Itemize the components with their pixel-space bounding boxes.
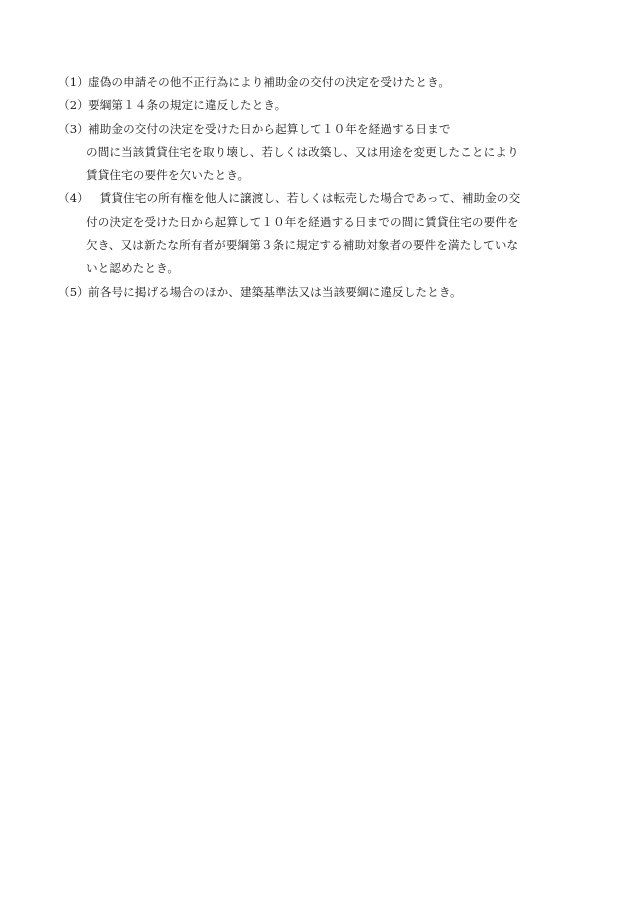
clause-text: 欠き、又は新たな所有者が要綱第３条に規定する補助対象者の要件を満たしていな (86, 238, 519, 253)
clause-number: （3） (58, 121, 89, 136)
clause-text: 補助金の交付の決定を受けた日から起算して１０年を経過する日まで (88, 121, 451, 136)
clause-1 (58, 71, 598, 94)
clause-2 (58, 94, 598, 117)
clause-4 (58, 187, 598, 280)
clause-number: （2） (58, 98, 89, 113)
clause-text: 賃貸住宅の要件を欠いたとき。 (86, 168, 250, 183)
clause-3 (58, 118, 598, 188)
clause-number: （5） (58, 284, 89, 299)
clause-text: 虚偽の申請その他不正行為により補助金の交付の決定を受けたとき。 (88, 75, 451, 89)
clause-number: （4） (58, 191, 89, 206)
clause-text: 賃貸住宅の所有権を他人に譲渡し、若しくは転売した場合であって、補助金の交 (88, 191, 521, 206)
clause-text: 付の決定を受けた日から起算して１０年を経過する日までの間に賃貸住宅の要件を (86, 214, 519, 229)
clause-text: 要綱第１４条の規定に違反したとき。 (88, 98, 287, 113)
clause-list (58, 71, 598, 304)
clause-text: の間に当該賃貸住宅を取り壊し、若しくは改築し、又は用途を変更したことにより (86, 144, 519, 159)
clause-5 (58, 281, 598, 304)
clause-text: 前各号に掲げる場合のほか、建築基準法又は当該要綱に違反したとき。 (88, 284, 462, 299)
clause-number: （1） (58, 75, 89, 89)
clause-text: いと認めたとき。 (86, 261, 180, 276)
